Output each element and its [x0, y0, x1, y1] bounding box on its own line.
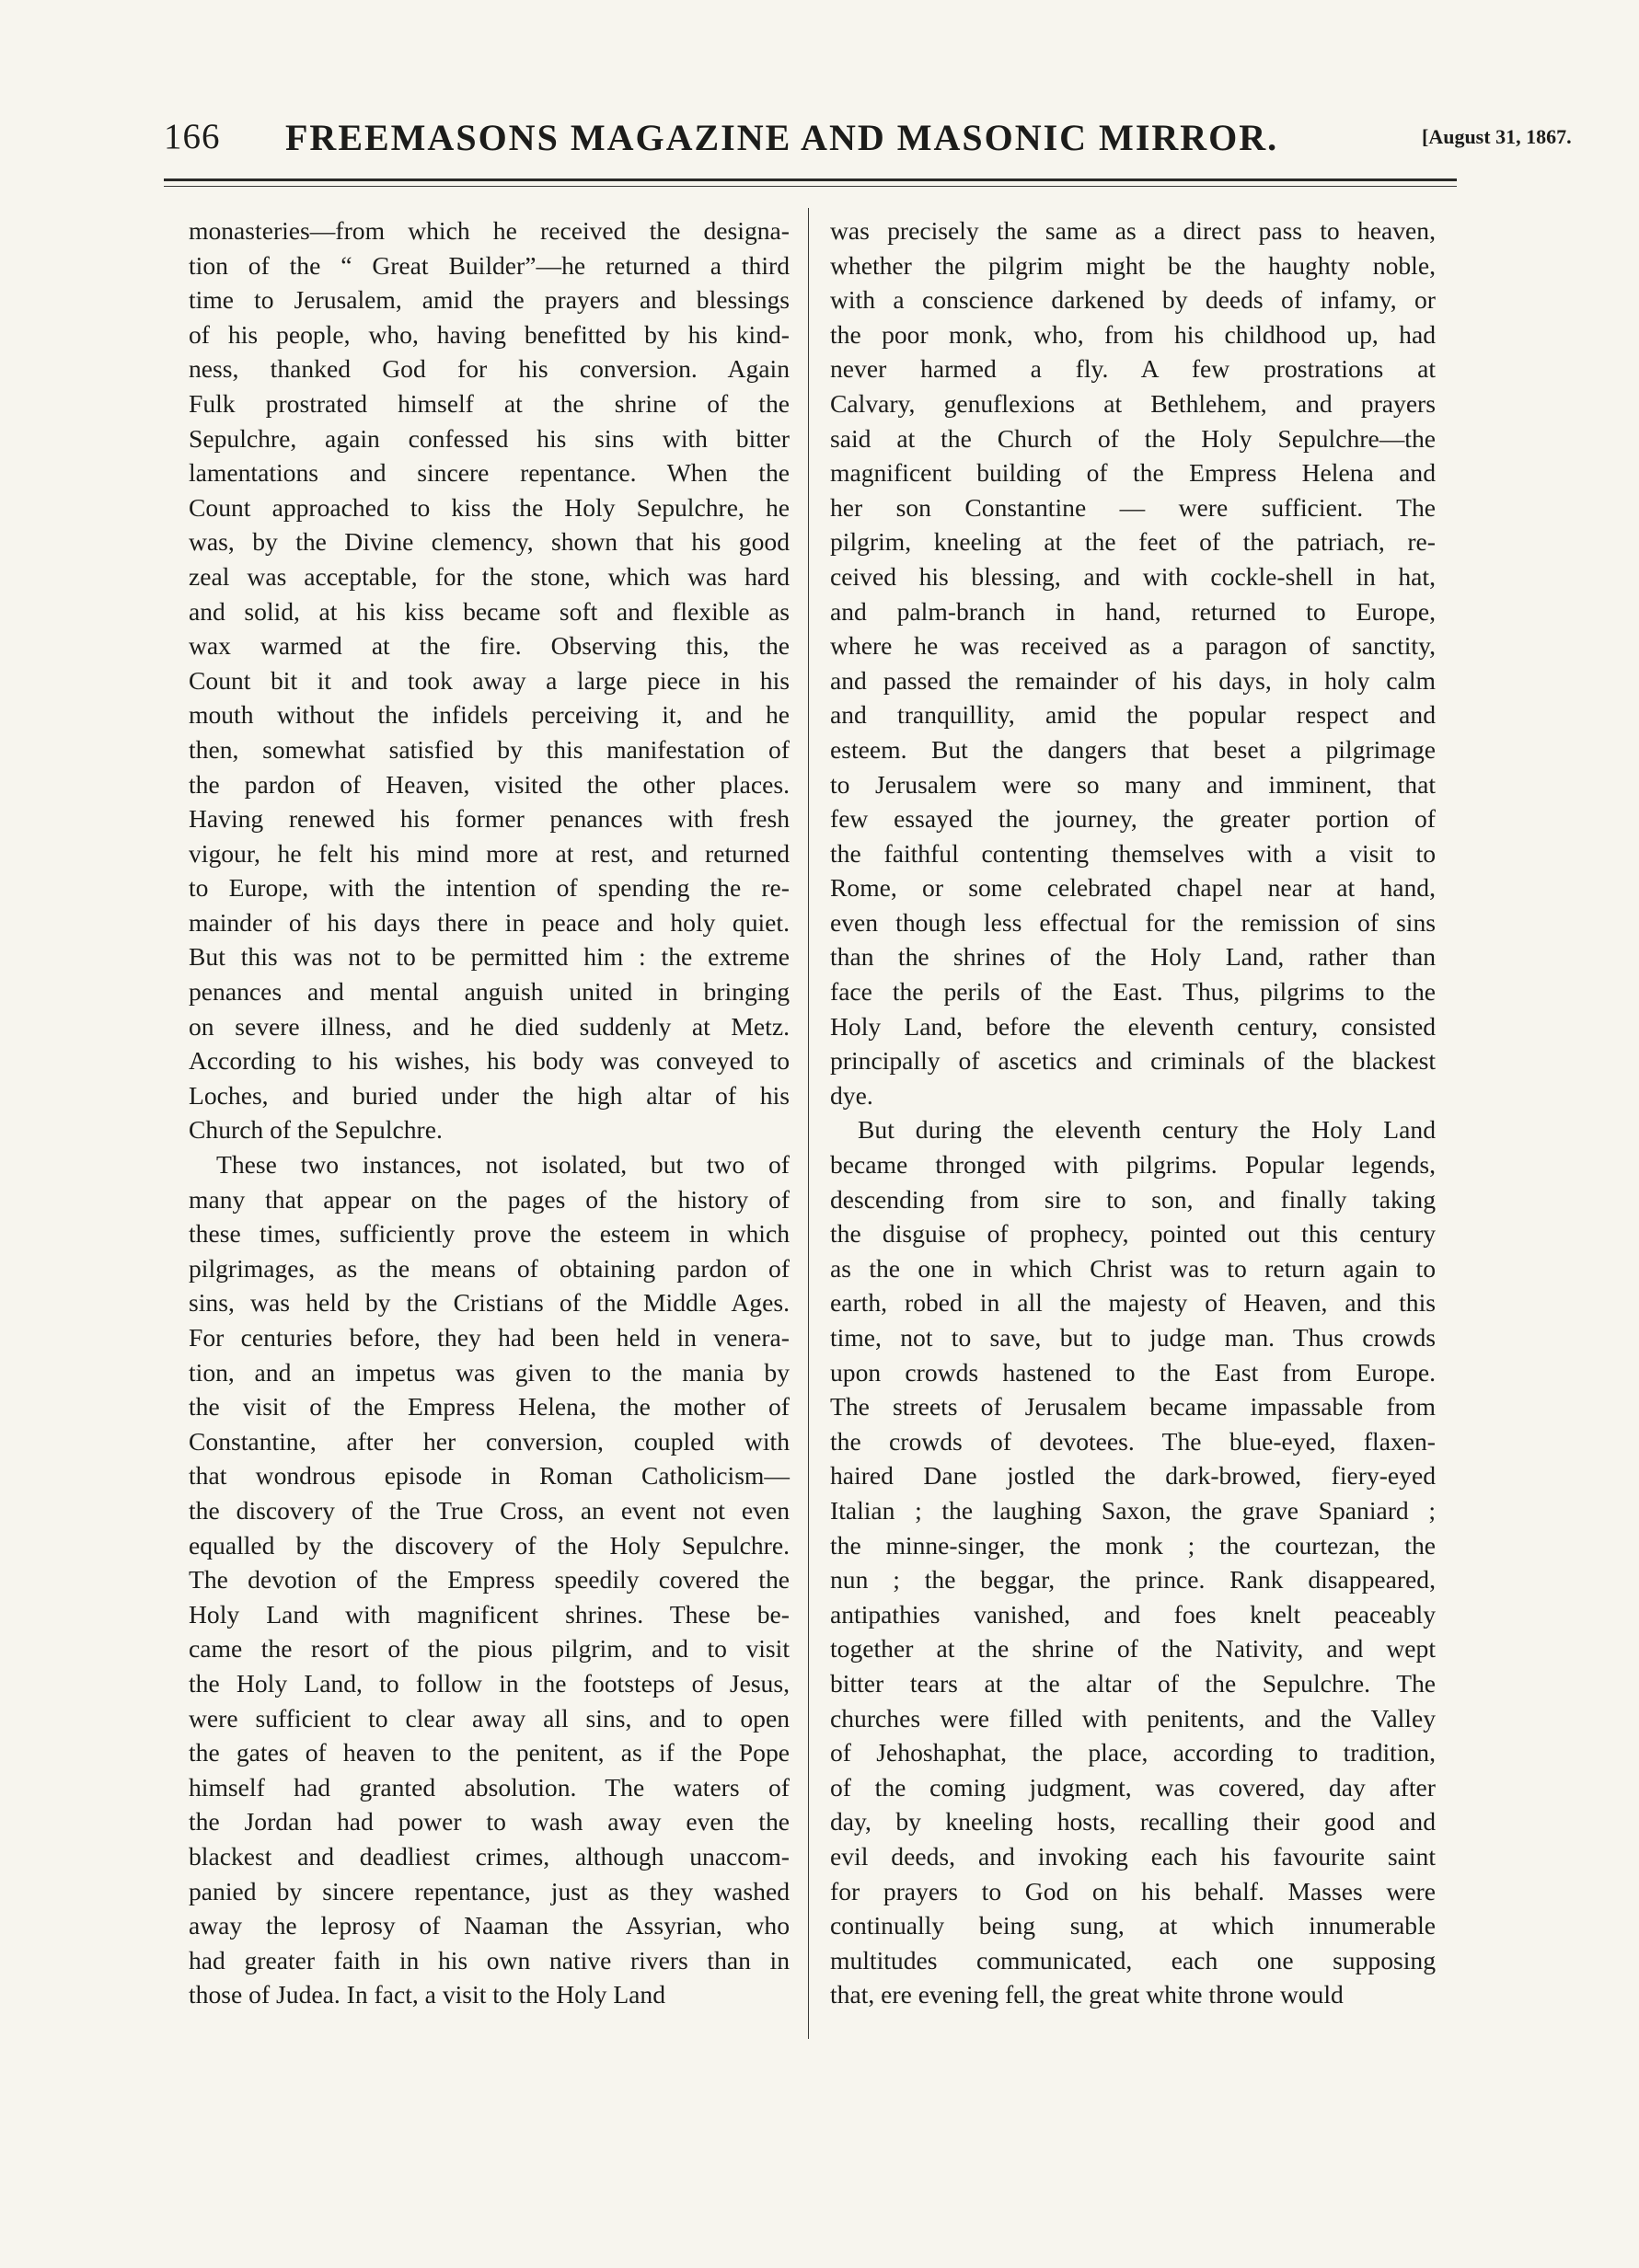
text-line: as the one in which Christ was to return again to: [830, 1253, 1436, 1283]
text-line: the discovery of the True Cross, an event not even: [189, 1495, 790, 1525]
text-line: whether the pilgrim might be the haughty noble,: [830, 250, 1436, 280]
text-line: mainder of his days there in peace and holy quiet.: [189, 907, 790, 937]
text-line: the disguise of prophecy, pointed out this century: [830, 1219, 1436, 1249]
text-line: where he was received as a paragon of sanctity,: [830, 631, 1436, 661]
text-line: was, by the Divine clemency, shown that his good: [189, 527, 790, 557]
text-line: of his people, who, having benefitted by his kind-: [189, 319, 790, 349]
text-line: tion, and an impetus was given to the mania by: [189, 1357, 790, 1387]
text-line: equalled by the discovery of the Holy Sepulchre.: [189, 1530, 790, 1560]
text-line: evil deeds, and invoking each his favourite saint: [830, 1841, 1436, 1871]
text-line: tion of the “ Great Builder”—he returned a third: [189, 250, 790, 280]
text-line: churches were filled with penitents, and the Valley: [830, 1703, 1436, 1733]
text-line: and tranquillity, amid the popular respect and: [830, 700, 1436, 730]
text-line: lamentations and sincere repentance. When the: [189, 458, 790, 488]
text-line: of the coming judgment, was covered, day after: [830, 1772, 1436, 1802]
text-line: continually being sung, at which innumerable: [830, 1911, 1436, 1940]
text-line: multitudes communicated, each one supposing: [830, 1945, 1436, 1974]
text-line: Constantine, after her conversion, coupled with: [189, 1426, 790, 1456]
text-line: came the resort of the pious pilgrim, and to visit: [189, 1634, 790, 1664]
text-line: had greater faith in his own native rivers than in: [189, 1945, 790, 1974]
text-line: esteem. But the dangers that beset a pilgrimage: [830, 734, 1436, 764]
text-line: together at the shrine of the Nativity, and wept: [830, 1634, 1436, 1664]
text-line: Holy Land with magnificent shrines. These be-: [189, 1599, 790, 1629]
text-line: antipathies vanished, and foes knelt peaceably: [830, 1599, 1436, 1629]
article-paragraph: [830, 1112, 1436, 2011]
text-line: Italian ; the laughing Saxon, the grave Spaniard ;: [830, 1495, 1436, 1525]
text-line: For centuries before, they had been held in venera-: [189, 1323, 790, 1352]
text-line: dye.: [830, 1080, 873, 1110]
header-rule: [164, 178, 1457, 181]
text-line: the pardon of Heaven, visited the other places.: [189, 769, 790, 799]
text-line: panied by sincere repentance, just as they washed: [189, 1876, 790, 1905]
text-line: the minne-singer, the monk ; the courtezan, the: [830, 1530, 1436, 1560]
text-line: The devotion of the Empress speedily covered the: [189, 1565, 790, 1595]
article-paragraph: [189, 213, 790, 1147]
text-line: those of Judea. In fact, a visit to the Holy Land: [189, 1980, 666, 2009]
text-line: the gates of heaven to the penitent, as if the Pope: [189, 1738, 790, 1767]
text-line: penances and mental anguish united in bringing: [189, 977, 790, 1007]
text-line: Count bit it and took away a large piece in his: [189, 665, 790, 695]
text-line: the poor monk, who, from his childhood up, had: [830, 319, 1436, 349]
article-paragraph: [189, 1147, 790, 2012]
text-line: zeal was acceptable, for the stone, which was hard: [189, 561, 790, 591]
text-line: to Europe, with the intention of spending the re-: [189, 873, 790, 903]
text-line: and palm-branch in hand, returned to Europe,: [830, 596, 1436, 626]
text-line: Calvary, genuflexions at Bethlehem, and prayers: [830, 388, 1436, 418]
text-line: then, somewhat satisfied by this manifestation of: [189, 734, 790, 764]
text-line: to Jerusalem were so many and imminent, that: [830, 769, 1436, 799]
text-line: Holy Land, before the eleventh century, consisted: [830, 1011, 1436, 1041]
text-line: pilgrim, kneeling at the feet of the patriach, re-: [830, 527, 1436, 557]
text-line: for prayers to God on his behalf. Masses were: [830, 1876, 1436, 1905]
page-header: [164, 116, 1572, 171]
text-line: said at the Church of the Holy Sepulchre—the: [830, 423, 1436, 453]
text-line: ness, thanked God for his conversion. Again: [189, 354, 790, 384]
text-line: time, not to save, but to judge man. Thus crowds: [830, 1323, 1436, 1352]
text-line: and passed the remainder of his days, in holy calm: [830, 665, 1436, 695]
text-line: pilgrimages, as the means of obtaining pardon of: [189, 1253, 790, 1283]
text-line: upon crowds hastened to the East from Europe.: [830, 1357, 1436, 1387]
issue-date: [August 31, 1867.: [1422, 125, 1572, 148]
article-paragraph: [830, 213, 1436, 1112]
text-line: the faithful contenting themselves with a visit to: [830, 838, 1436, 868]
text-line: haired Dane jostled the dark-browed, fiery-eyed: [830, 1461, 1436, 1491]
text-line: blackest and deadliest crimes, although unaccom-: [189, 1841, 790, 1871]
text-line: became thronged with pilgrims. Popular legends,: [830, 1150, 1436, 1180]
text-line: But during the eleventh century the Holy Land: [858, 1115, 1436, 1145]
text-line: few essayed the journey, the greater portion of: [830, 804, 1436, 834]
left-column: [189, 213, 790, 2012]
text-line: and solid, at his kiss became soft and flexible as: [189, 596, 790, 626]
text-line: Having renewed his former penances with fresh: [189, 804, 790, 834]
text-line: The streets of Jerusalem became impassable from: [830, 1392, 1436, 1422]
text-line: Count approached to kiss the Holy Sepulchre, he: [189, 492, 790, 522]
text-line: never harmed a fly. A few prostrations at: [830, 354, 1436, 384]
right-column: [830, 213, 1436, 2012]
text-line: bitter tears at the altar of the Sepulchre. The: [830, 1668, 1436, 1698]
text-line: According to his wishes, his body was conveyed to: [189, 1046, 790, 1076]
text-line: these times, sufficiently prove the esteem in which: [189, 1219, 790, 1249]
column-divider: [808, 208, 809, 2039]
text-line: the visit of the Empress Helena, the mother of: [189, 1392, 790, 1422]
text-line: away the leprosy of Naaman the Assyrian, who: [189, 1911, 790, 1940]
text-line: day, by kneeling hosts, recalling their good and: [830, 1807, 1436, 1836]
text-line: But this was not to be permitted him : the extreme: [189, 942, 790, 972]
text-line: Sepulchre, again confessed his sins with bitter: [189, 423, 790, 453]
text-line: nun ; the beggar, the prince. Rank disappeared,: [830, 1565, 1436, 1595]
text-line: time to Jerusalem, amid the prayers and blessings: [189, 285, 790, 315]
text-line: the crowds of devotees. The blue-eyed, flaxen-: [830, 1426, 1436, 1456]
text-line: earth, robed in all the majesty of Heaven, and this: [830, 1288, 1436, 1318]
text-line: on severe illness, and he died suddenly at Metz.: [189, 1011, 790, 1041]
text-line: mouth without the infidels perceiving it, and he: [189, 700, 790, 730]
text-line: magnificent building of the Empress Helena and: [830, 458, 1436, 488]
text-line: was precisely the same as a direct pass to heaven,: [830, 216, 1436, 245]
text-line: many that appear on the pages of the history of: [189, 1184, 790, 1214]
text-line: that, ere evening fell, the great white throne would: [830, 1980, 1344, 2009]
text-line: vigour, he felt his mind more at rest, and returned: [189, 838, 790, 868]
text-line: with a conscience darkened by deeds of infamy, or: [830, 285, 1436, 315]
text-line: Loches, and buried under the high altar of his: [189, 1080, 790, 1110]
text-line: face the perils of the East. Thus, pilgrims to the: [830, 977, 1436, 1007]
text-line: descending from sire to son, and finally taking: [830, 1184, 1436, 1214]
text-line: Fulk prostrated himself at the shrine of the: [189, 388, 790, 418]
text-line: that wondrous episode in Roman Catholicism—: [189, 1461, 790, 1491]
text-line: of Jehoshaphat, the place, according to tradition,: [830, 1738, 1436, 1767]
text-line: even though less effectual for the remission of sins: [830, 907, 1436, 937]
text-line: were sufficient to clear away all sins, and to open: [189, 1703, 790, 1733]
text-line: the Holy Land, to follow in the footsteps of Jesus,: [189, 1668, 790, 1698]
text-line: monasteries—from which he received the designa-: [189, 216, 790, 245]
text-line: wax warmed at the fire. Observing this, the: [189, 631, 790, 661]
text-line: than the shrines of the Holy Land, rather than: [830, 942, 1436, 972]
text-line: ceived his blessing, and with cockle-shell in hat,: [830, 561, 1436, 591]
running-title: FREEMASONS MAGAZINE AND MASONIC MIRROR.: [285, 117, 1279, 158]
text-line: principally of ascetics and criminals of the blackest: [830, 1046, 1436, 1076]
text-line: sins, was held by the Cristians of the Middle Ages.: [189, 1288, 790, 1318]
text-line: the Jordan had power to wash away even the: [189, 1807, 790, 1836]
text-line: These two instances, not isolated, but two of: [216, 1150, 790, 1180]
text-line: her son Constantine — were sufficient. The: [830, 492, 1436, 522]
text-line: himself had granted absolution. The waters of: [189, 1772, 790, 1802]
text-line: Church of the Sepulchre.: [189, 1115, 443, 1145]
header-rule-thin: [164, 186, 1457, 187]
text-line: Rome, or some celebrated chapel near at hand,: [830, 873, 1436, 903]
page-number: 166: [164, 117, 221, 156]
